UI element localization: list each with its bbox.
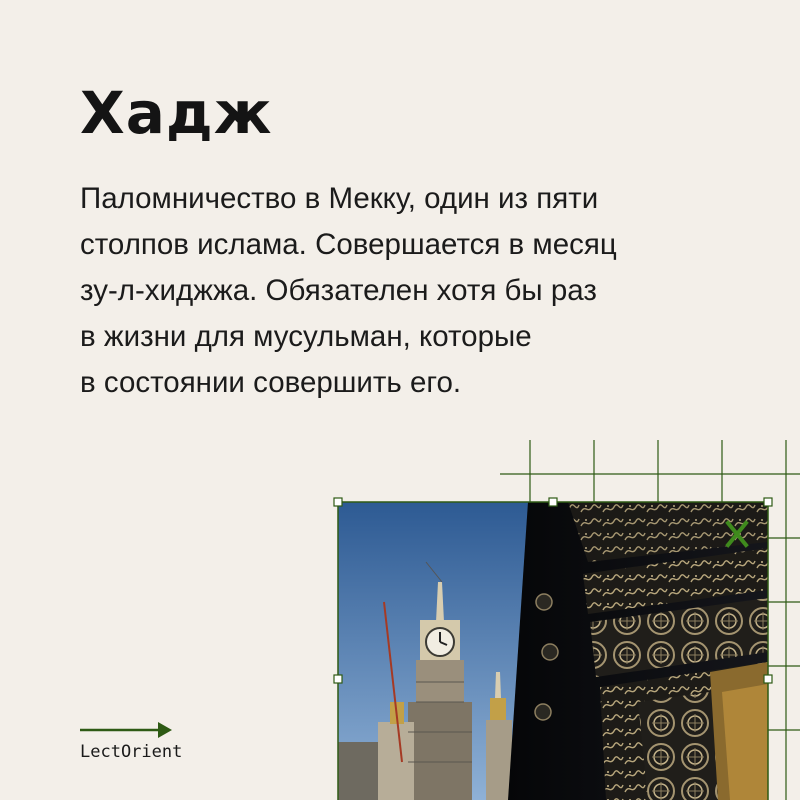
brand-label: LectOrient bbox=[80, 742, 183, 762]
description-line: в состоянии совершить его. bbox=[80, 366, 462, 399]
page-title: Хадж bbox=[80, 79, 273, 147]
description-line: в жизни для мусульман, которые bbox=[80, 320, 532, 353]
hajj-photo bbox=[338, 502, 768, 800]
description bbox=[80, 176, 740, 406]
brand bbox=[80, 718, 183, 762]
hajj-illustration bbox=[338, 502, 768, 800]
description-line: столпов ислама. Совершается в месяц bbox=[80, 228, 617, 261]
description-line: зу-л-хиджжа. Обязателен хотя бы раз bbox=[80, 274, 597, 307]
right-arrow-icon bbox=[80, 718, 176, 738]
description-line: Паломничество в Мекку, один из пяти bbox=[80, 182, 599, 215]
